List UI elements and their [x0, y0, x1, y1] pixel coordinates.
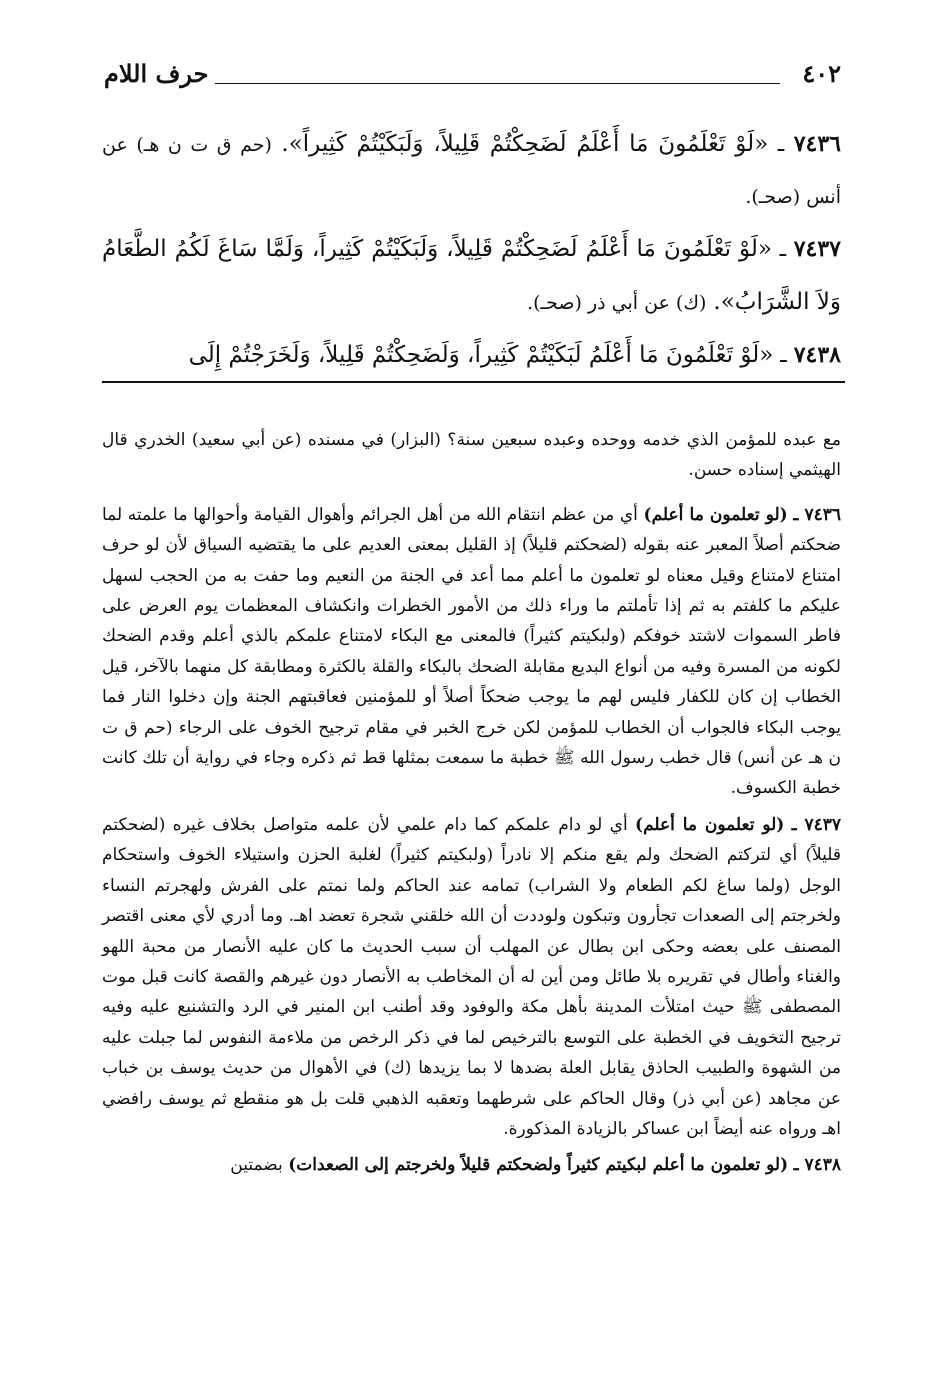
hadith-entry: ٧٤٣٨ ـ «لَوْ تَعْلَمُونَ مَا أَعْلَمُ لَبَكَيْتُمْ كَثِيراً، وَلَضَحِكْتُمْ قَلِيلاً، وَلَخَرَجْتُمْ إِلَى	[188, 342, 841, 368]
commentary-number: ٧٤٣٨ ـ	[793, 1155, 841, 1176]
header-rule	[215, 83, 780, 84]
hadith-number: ٧٤٣٦	[793, 131, 841, 157]
commentary-number: ٧٤٣٧ ـ	[791, 814, 842, 835]
commentary-heading: (لو تعلمون ما أعلم)	[635, 814, 785, 835]
commentary-block	[102, 425, 841, 1187]
commentary-entry	[102, 810, 841, 1144]
hadith-number: ٧٤٣٧	[793, 236, 841, 262]
hadith-entry: ٧٤٣٦ ـ «لَوْ تَعْلَمُونَ مَا أَعْلَمُ لَضَحِكْتُمْ قَلِيلاً، وَلَبَكَيْتُمْ كَثِيراً». (حم ق ت ن هـ) عن أنس (صحـ).	[102, 131, 841, 208]
commentary-heading: (لو تعلمون ما أعلم لبكيتم كثيراً ولضحكتم قليلاً ولخرجتم إلى الصعدات)	[288, 1155, 789, 1176]
page-number: ٤٠٢	[802, 59, 841, 88]
commentary-entry	[102, 1150, 841, 1180]
commentary-entry	[102, 500, 841, 804]
commentary-number: ٧٤٣٦ ـ	[793, 504, 842, 525]
commentary-heading: (لو تعلمون ما أعلم)	[643, 504, 788, 525]
commentary-continuation: مع عبده للمؤمن الذي خدمه ووحده وعبده سبعين سنة؟ (البزار) في مسنده (عن أبي سعيد) الخدري قال الهيثمي إسناده حسن.	[102, 430, 841, 481]
hadith-matn: «لَوْ تَعْلَمُونَ مَا أَعْلَمُ لَضَحِكْتُمْ قَلِيلاً، وَلَبَكَيْتُمْ كَثِيراً، وَلَمَّا سَاغَ لَكُمُ الطَّعَامُ وَلاَ الشَّرَابُ».	[102, 236, 841, 315]
hadith-entry: ٧٤٣٧ ـ «لَوْ تَعْلَمُونَ مَا أَعْلَمُ لَضَحِكْتُمْ قَلِيلاً، وَلَبَكَيْتُمْ كَثِيراً، وَلَمَّا سَاغَ لَكُمُ الطَّعَامُ وَلاَ الشَّرَابُ». (ك) عن أبي ذر (صحـ).	[102, 236, 841, 315]
hadith-matn: «لَوْ تَعْلَمُونَ مَا أَعْلَمُ لَبَكَيْتُمْ كَثِيراً، وَلَضَحِكْتُمْ قَلِيلاً، وَلَخَرَجْتُمْ إِلَى	[188, 342, 774, 368]
hadith-source: (حم ق ت ن هـ) عن أنس (صحـ).	[102, 134, 841, 208]
commentary-text: بضمتين	[230, 1155, 283, 1176]
hadith-source: (ك) عن أبي ذر (صحـ).	[527, 292, 707, 314]
hadith-matn: «لَوْ تَعْلَمُونَ مَا أَعْلَمُ لَضَحِكْتُمْ قَلِيلاً، وَلَبَكَيْتُمْ كَثِيراً».	[281, 131, 769, 157]
hadith-number: ٧٤٣٨	[793, 342, 841, 368]
commentary-text: أي من عظم انتقام الله من أهل الجرائم وأهوال القيامة وأحوالها ما علمته لما ضحكتم أصلاً المعبر عنه بقوله (لضحكتم قليلاً) إذ القليل بمعنى العديم على ما يقتضيه السياق لأن لو حرف امتناع لامتناع وقيل معناه لو تعلمون ما أعلم مما أعد في الجنة من النعيم وما حفت به من الحجب لسهل عليكم ما كلفتم به ثم إذا تأملتم ما وراء ذلك من الأمور الخطرات وانكشاف المعظمات يوم العرض على فاطر السموات لاشتد خوفكم (ولبكيتم كثيراً) فالمعنى مع البكاء لامتناع علمكم بالذي أعلم وقدم الضحك لكونه من المسرة وفيه من أنواع البديع مقابلة الضحك بالبكاء والقلة بالكثرة ومطابقة كل منهما بالآخر، قيل الخطاب إن كان للكفار فليس لهم ما يوجب ضحكاً أصلاً أو للمؤمنين فعاقبتهم الجنة وإن دخلوا النار فما يوجب البكاء فالجواب أن الخطاب للمؤمن لكن خرج الخبر في مقام ترجيح الخوف على الرجاء (حم ق ت ن هـ عن أنس) قال خطب رسول الله ﷺ خطبة ما سمعت بمثلها قط ثم ذكره وجاء في رواية أن تلك كانت خطبة الكسوف.	[102, 504, 841, 799]
hadith-text-block	[102, 118, 841, 382]
chapter-title: حرف اللام	[104, 59, 209, 88]
commentary-text: أي لو دام علمكم كما دام علمي لأن علمه متواصل بخلاف غيره (لضحكتم قليلاً) أي لتركتم الضحك ولم يقع منكم إلا نادراً (ولبكيتم كثيراً) لغلبة الحزن واستيلاء الخوف واستحكام الوجل (ولما ساغ لكم الطعام ولا الشراب) تمامه عند الحاكم ولما نمتم على الفرش ولهجرتم النساء ولخرجتم إلى الصعدات تجأرون وتبكون ولوددت أن الله خلقني شجرة تعضد اهـ. وما أدري لأي معنى اقتصر المصنف على بعضه وحكى ابن بطال عن المهلب أن سبب الحديث ما كان عليه الأنصار من محبة اللهو والغناء وأطال في تقريره بلا طائل ومن أين له أن المخاطب به الأنصار دون غيرهم والقصة كانت قبل موت المصطفى ﷺ حيث امتلأت المدينة بأهل مكة والوفود وقد أطنب ابن المنير في الرد والتشنيع عليه وفيه ترجيح التخويف في الخطبة على التوسع بالترخيص لما في ذكر الرخص من ملاءمة النفوس لما جبلت عليه من الشهوة والطبيب الحاذق يقابل العلة بضدها لا بما يزيدها (ك) في الأهوال من حديث يوسف بن خباب عن مجاهد (عن أبي ذر) وقال الحاكم على شرطهما وتعقبه الذهبي قلت بل هو منقطع ثم يوسف رافضي اهـ ورواه عنه أيضاً ابن عساكر بالزيادة المذكورة.	[102, 814, 841, 1139]
page-header	[104, 52, 841, 92]
text-commentary-divider	[102, 381, 845, 383]
